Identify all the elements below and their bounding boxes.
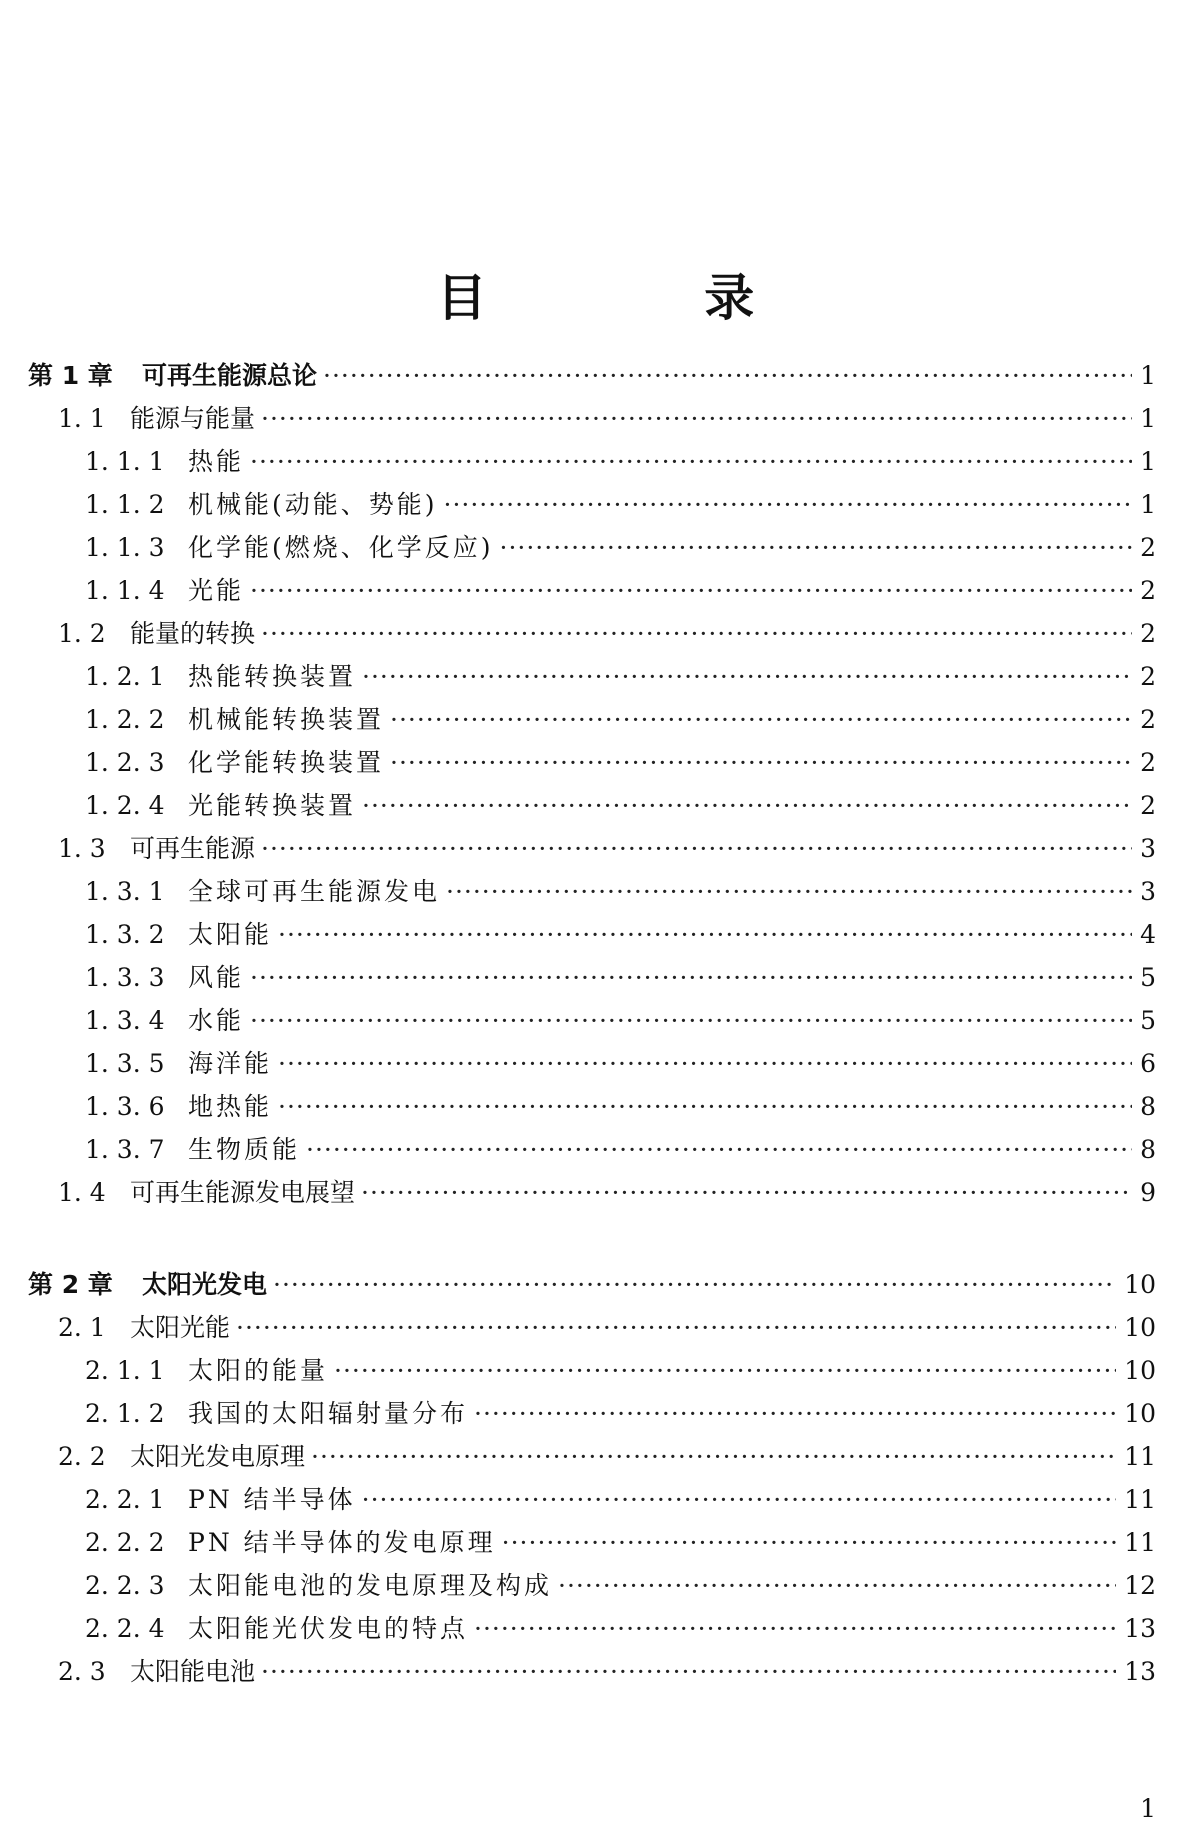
- toc-title: 我国的太阳辐射量分布: [188, 1399, 469, 1428]
- toc-subsection[interactable]: [0, 1085, 1191, 1128]
- toc-number: 1. 3. 3: [85, 963, 165, 992]
- toc-title: 太阳能: [188, 920, 273, 949]
- dot-leader: [250, 999, 1132, 1042]
- toc-title: 化学能(燃烧、化学反应): [188, 533, 494, 562]
- toc-number: 1. 1. 4: [85, 576, 165, 605]
- toc-number: 1. 3. 6: [85, 1092, 165, 1121]
- toc-page-number: 11: [1124, 1442, 1156, 1471]
- toc-number: 2. 2. 3: [85, 1571, 165, 1600]
- toc-title: 太阳光能: [130, 1313, 231, 1342]
- toc-page-number: 9: [1140, 1178, 1156, 1207]
- toc-subsection[interactable]: [0, 1392, 1191, 1435]
- toc-title: 全球可再生能源发电: [188, 877, 441, 906]
- toc-number: 1. 2. 1: [85, 662, 165, 691]
- toc-page-number: 1: [1140, 447, 1156, 476]
- dot-leader: [311, 1435, 1116, 1478]
- toc-page-number: 12: [1124, 1571, 1156, 1600]
- toc-page-number: 4: [1140, 920, 1156, 949]
- toc-title: 可再生能源: [130, 834, 256, 863]
- toc-title: 可再生能源发电展望: [130, 1178, 356, 1207]
- toc-title: 光能: [188, 576, 245, 605]
- toc-page-number: 1: [1140, 490, 1156, 519]
- toc-number: 1. 2. 4: [85, 791, 165, 820]
- dot-leader: [500, 526, 1133, 569]
- toc-page-number: 6: [1140, 1049, 1156, 1078]
- toc-subsection[interactable]: [0, 1478, 1191, 1521]
- toc-page-number: 10: [1124, 1356, 1156, 1385]
- toc-subsection[interactable]: [0, 698, 1191, 741]
- toc-page-number: 3: [1140, 834, 1156, 863]
- toc-number: 1. 2. 3: [85, 748, 165, 777]
- dot-leader: [444, 483, 1133, 526]
- toc-page-number: 3: [1140, 877, 1156, 906]
- dot-leader: [362, 1478, 1117, 1521]
- toc-title: 热能: [188, 447, 245, 476]
- toc-title: 机械能转换装置: [188, 705, 385, 734]
- toc-title: 太阳能电池: [130, 1657, 256, 1686]
- dot-leader: [278, 913, 1132, 956]
- dot-leader: [502, 1521, 1117, 1564]
- dot-leader: [390, 741, 1132, 784]
- toc-page-number: 1: [1140, 404, 1156, 433]
- toc-page-number: 11: [1124, 1528, 1156, 1557]
- dot-leader: [261, 397, 1132, 440]
- toc-title: 热能转换装置: [188, 662, 357, 691]
- toc-page-number: 8: [1140, 1135, 1156, 1164]
- toc-page-number: 2: [1140, 791, 1156, 820]
- toc-subsection[interactable]: [0, 870, 1191, 913]
- toc-number: 1. 1. 1: [85, 447, 165, 476]
- toc-title: 机械能(动能、势能): [188, 490, 438, 519]
- dot-leader: [278, 1042, 1132, 1085]
- toc-page-number: 2: [1140, 619, 1156, 648]
- toc-number: 1. 3. 1: [85, 877, 165, 906]
- toc-number: 1. 2. 2: [85, 705, 165, 734]
- dot-leader: [361, 1171, 1132, 1214]
- toc-page-number: 2: [1140, 705, 1156, 734]
- toc-number: 2. 1. 1: [85, 1356, 165, 1385]
- toc-section[interactable]: [0, 1435, 1191, 1478]
- toc-title: 光能转换装置: [188, 791, 357, 820]
- toc-page-number: 10: [1124, 1313, 1156, 1342]
- toc-number: 2. 3: [58, 1657, 106, 1686]
- dot-leader: [334, 1349, 1116, 1392]
- toc-title: 太阳能电池的发电原理及构成: [188, 1571, 553, 1600]
- toc-chapter[interactable]: [0, 1263, 1191, 1306]
- toc-title: 生物质能: [188, 1135, 301, 1164]
- dot-leader: [278, 1085, 1132, 1128]
- toc-number: 1. 1. 3: [85, 533, 165, 562]
- toc-subsection[interactable]: [0, 784, 1191, 827]
- toc-number: 2. 2. 2: [85, 1528, 165, 1557]
- toc-section[interactable]: [0, 397, 1191, 440]
- toc-title: 太阳光发电原理: [130, 1442, 306, 1471]
- dot-leader: [250, 569, 1132, 612]
- toc-page-number: 10: [1124, 1399, 1156, 1428]
- dot-leader: [362, 655, 1132, 698]
- toc-page-number: 5: [1140, 963, 1156, 992]
- toc-number: 2. 2: [58, 1442, 106, 1471]
- dot-leader: [261, 827, 1132, 870]
- toc-title: PN 结半导体: [188, 1485, 356, 1514]
- page-title: 目 录: [436, 269, 855, 327]
- toc-number: 2. 1: [58, 1313, 106, 1342]
- dot-leader: [474, 1392, 1116, 1435]
- toc-number: 2. 1. 2: [85, 1399, 165, 1428]
- dot-leader: [250, 956, 1132, 999]
- dot-leader: [261, 612, 1132, 655]
- toc-subsection[interactable]: [0, 483, 1191, 526]
- toc-page-number: 2: [1140, 748, 1156, 777]
- toc-title: 可再生能源总论: [142, 361, 318, 390]
- toc-title: 太阳光发电: [142, 1270, 268, 1299]
- toc-page-number: 13: [1124, 1657, 1156, 1686]
- dot-leader: [390, 698, 1132, 741]
- toc-number: 1. 3: [58, 834, 106, 863]
- toc-page-number: 8: [1140, 1092, 1156, 1121]
- toc-number: 1. 3. 5: [85, 1049, 165, 1078]
- toc-subsection[interactable]: [0, 526, 1191, 569]
- toc-page-number: 1: [1140, 361, 1156, 390]
- toc-page-number: 10: [1124, 1270, 1156, 1299]
- toc-section[interactable]: [0, 612, 1191, 655]
- dot-leader: [306, 1128, 1132, 1171]
- toc-subsection[interactable]: [0, 1607, 1191, 1650]
- dot-leader: [236, 1306, 1116, 1349]
- toc-page-number: 11: [1124, 1485, 1156, 1514]
- toc-subsection[interactable]: [0, 1349, 1191, 1392]
- dot-leader: [273, 1263, 1116, 1306]
- toc-number: 1. 3. 7: [85, 1135, 165, 1164]
- toc-number: 2. 2. 4: [85, 1614, 165, 1643]
- toc-number: 1. 3. 4: [85, 1006, 165, 1035]
- toc-number: 1. 3. 2: [85, 920, 165, 949]
- page-number: 1: [1140, 1794, 1156, 1823]
- toc-subsection[interactable]: [0, 913, 1191, 956]
- dot-leader: [362, 784, 1132, 827]
- dot-leader: [474, 1607, 1116, 1650]
- toc-page-number: 2: [1140, 662, 1156, 691]
- toc-number: 1. 1: [58, 404, 106, 433]
- toc-subsection[interactable]: [0, 655, 1191, 698]
- toc-subsection[interactable]: [0, 569, 1191, 612]
- toc-page-number: 2: [1140, 576, 1156, 605]
- toc-section[interactable]: [0, 827, 1191, 870]
- toc-number: 1. 4: [58, 1178, 106, 1207]
- toc-title: 地热能: [188, 1092, 273, 1121]
- toc-title: 太阳能光伏发电的特点: [188, 1614, 469, 1643]
- toc-subsection[interactable]: [0, 1042, 1191, 1085]
- toc-title: 海洋能: [188, 1049, 273, 1078]
- toc-page-number: 13: [1124, 1614, 1156, 1643]
- toc-subsection[interactable]: [0, 956, 1191, 999]
- toc-number: 1. 1. 2: [85, 490, 165, 519]
- toc-page-number: 5: [1140, 1006, 1156, 1035]
- toc-title: 太阳的能量: [188, 1356, 329, 1385]
- dot-leader: [261, 1650, 1116, 1693]
- toc-title: 风能: [188, 963, 245, 992]
- toc-subsection[interactable]: [0, 1128, 1191, 1171]
- toc-section[interactable]: [0, 1650, 1191, 1693]
- dot-leader: [446, 870, 1132, 913]
- toc-number: 第 1 章: [28, 361, 113, 390]
- toc-title: PN 结半导体的发电原理: [188, 1528, 496, 1557]
- toc-chapter[interactable]: [0, 354, 1191, 397]
- toc-title: 水能: [188, 1006, 245, 1035]
- toc-subsection[interactable]: [0, 1564, 1191, 1607]
- toc-page-number: 2: [1140, 533, 1156, 562]
- toc-subsection[interactable]: [0, 741, 1191, 784]
- toc-title: 能量的转换: [130, 619, 256, 648]
- toc-title: 化学能转换装置: [188, 748, 385, 777]
- toc-number: 2. 2. 1: [85, 1485, 165, 1514]
- toc-title: 能源与能量: [130, 404, 256, 433]
- toc-subsection[interactable]: [0, 1521, 1191, 1564]
- dot-leader: [250, 440, 1132, 483]
- toc-number: 1. 2: [58, 619, 106, 648]
- toc-number: 第 2 章: [28, 1270, 113, 1299]
- dot-leader: [558, 1564, 1116, 1607]
- toc-section[interactable]: [0, 1306, 1191, 1349]
- toc-subsection[interactable]: [0, 999, 1191, 1042]
- toc-section[interactable]: [0, 1171, 1191, 1214]
- dot-leader: [323, 354, 1132, 397]
- toc-subsection[interactable]: [0, 440, 1191, 483]
